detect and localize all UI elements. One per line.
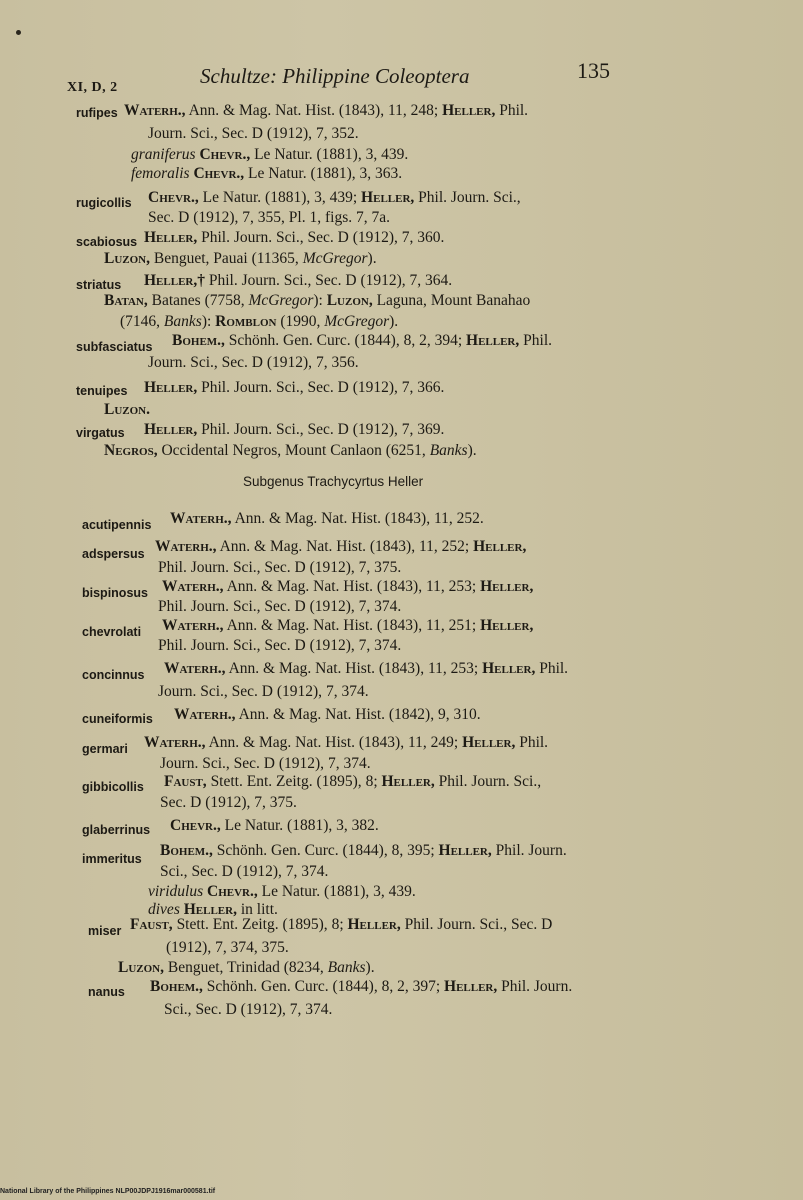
species-name: miser: [88, 924, 122, 938]
species-name: glaberrinus: [82, 823, 151, 837]
citation-line: Journ. Sci., Sec. D (1912), 7, 356.: [148, 354, 359, 371]
citation-line: Bohem., Schönh. Gen. Curc. (1844), 8, 2, 394; Heller, Phil.: [172, 332, 552, 349]
volume-section-label: XI, D, 2: [67, 80, 118, 95]
subgenus-heading: Subgenus Trachycyrtus Heller: [243, 474, 424, 489]
citation-line: Waterh., Ann. & Mag. Nat. Hist. (1843), 11, 249; Heller, Phil.: [144, 734, 549, 751]
citation-line: Waterh., Ann. & Mag. Nat. Hist. (1843), 11, 252; Heller,: [155, 538, 527, 555]
citation-line: dives Heller, in litt.: [148, 901, 278, 918]
species-name: scabiosus: [76, 235, 138, 249]
species-name: germari: [82, 742, 128, 756]
citation-line: Bohem., Schönh. Gen. Curc. (1844), 8, 395; Heller, Phil. Journ.: [160, 842, 567, 859]
citation-line: Batan, Batanes (7758, McGregor): Luzon, Laguna, Mount Banahao: [104, 292, 531, 309]
running-title: Schultze: Philippine Coleoptera: [200, 64, 470, 88]
citation-line: Faust, Stett. Ent. Zeitg. (1895), 8; Heller, Phil. Journ. Sci.,: [164, 773, 542, 790]
species-name: virgatus: [76, 426, 125, 440]
citation-line: Phil. Journ. Sci., Sec. D (1912), 7, 374.: [158, 637, 402, 654]
species-name: cuneiformis: [82, 712, 153, 726]
scan-footer: National Library of the Philippines NLP00JDPJ1916mar000581.tif: [0, 1188, 216, 1195]
citation-line: Journ. Sci., Sec. D (1912), 7, 374.: [158, 683, 369, 700]
species-name: gibbicollis: [82, 780, 144, 794]
citation-line: graniferus Chevr., Le Natur. (1881), 3, 439.: [131, 146, 409, 163]
citation-line: Luzon, Benguet, Trinidad (8234, Banks).: [118, 959, 375, 976]
citation-line: Phil. Journ. Sci., Sec. D (1912), 7, 374.: [158, 598, 402, 615]
citation-line: Waterh., Ann. & Mag. Nat. Hist. (1843), 11, 252.: [170, 510, 484, 527]
citation-line: Luzon.: [104, 401, 150, 418]
species-name: rufipes: [76, 106, 118, 120]
species-name: nanus: [88, 985, 125, 999]
citation-line: viridulus Chevr., Le Natur. (1881), 3, 439.: [148, 883, 416, 900]
citation-line: Waterh., Ann. & Mag. Nat. Hist. (1843), 11, 248; Heller, Phil.: [124, 102, 529, 119]
citation-line: Luzon, Benguet, Pauai (11365, McGregor).: [104, 250, 377, 267]
species-name: bispinosus: [82, 586, 148, 600]
page-number: 135: [577, 58, 610, 83]
citation-line: (7146, Banks): Romblon (1990, McGregor).: [120, 313, 399, 330]
citation-line: Heller, Phil. Journ. Sci., Sec. D (1912), 7, 369.: [144, 421, 445, 438]
species-name: rugicollis: [76, 196, 132, 210]
citation-line: Sci., Sec. D (1912), 7, 374.: [164, 1001, 333, 1018]
citation-line: Sec. D (1912), 7, 375.: [160, 794, 297, 811]
citation-line: Sci., Sec. D (1912), 7, 374.: [160, 863, 329, 880]
citation-line: Journ. Sci., Sec. D (1912), 7, 352.: [148, 125, 359, 142]
ink-speck: [16, 30, 21, 35]
species-name: striatus: [76, 278, 122, 292]
citation-line: Chevr., Le Natur. (1881), 3, 439; Heller, Phil. Journ. Sci.,: [148, 189, 521, 206]
species-name: concinnus: [82, 668, 145, 682]
citation-line: Negros, Occidental Negros, Mount Canlaon (6251, Banks).: [104, 442, 477, 459]
species-name: tenuipes: [76, 384, 128, 398]
citation-line: femoralis Chevr., Le Natur. (1881), 3, 363.: [131, 165, 403, 182]
species-name: chevrolati: [82, 625, 142, 639]
citation-line: Heller, Phil. Journ. Sci., Sec. D (1912), 7, 360.: [144, 229, 445, 246]
citation-line: Waterh., Ann. & Mag. Nat. Hist. (1843), 11, 253; Heller, Phil.: [164, 660, 569, 677]
citation-line: Journ. Sci., Sec. D (1912), 7, 374.: [160, 755, 371, 772]
citation-line: Faust, Stett. Ent. Zeitg. (1895), 8; Heller, Phil. Journ. Sci., Sec. D: [130, 916, 553, 933]
citation-line: Heller,† Phil. Journ. Sci., Sec. D (1912), 7, 364.: [144, 272, 453, 289]
citation-line: Chevr., Le Natur. (1881), 3, 382.: [170, 817, 379, 834]
citation-line: Phil. Journ. Sci., Sec. D (1912), 7, 375.: [158, 559, 402, 576]
species-name: adspersus: [82, 547, 145, 561]
citation-line: Bohem., Schönh. Gen. Curc. (1844), 8, 2, 397; Heller, Phil. Journ.: [150, 978, 573, 995]
citation-line: Heller, Phil. Journ. Sci., Sec. D (1912), 7, 366.: [144, 379, 445, 396]
citation-line: Waterh., Ann. & Mag. Nat. Hist. (1842), 9, 310.: [174, 706, 481, 723]
citation-line: Waterh., Ann. & Mag. Nat. Hist. (1843), 11, 253; Heller,: [162, 578, 534, 595]
citation-line: (1912), 7, 374, 375.: [166, 939, 289, 956]
citation-line: Waterh., Ann. & Mag. Nat. Hist. (1843), 11, 251; Heller,: [162, 617, 534, 634]
species-name: subfasciatus: [76, 340, 153, 354]
citation-line: Sec. D (1912), 7, 355, Pl. 1, figs. 7, 7a.: [148, 209, 390, 226]
species-name: immeritus: [82, 852, 142, 866]
species-name: acutipennis: [82, 518, 152, 532]
